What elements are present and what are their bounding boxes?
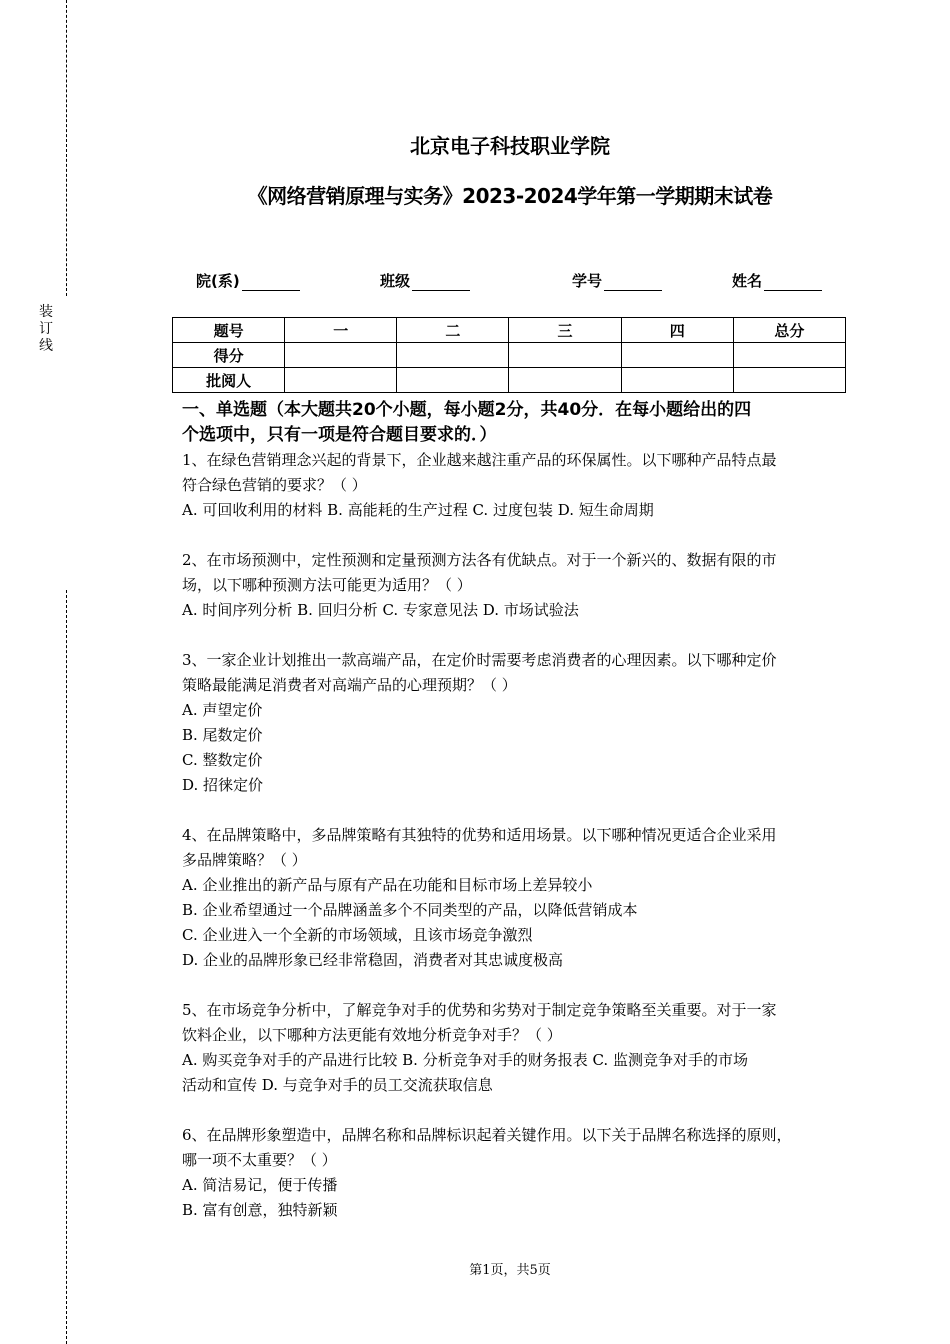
option-d: D. 招徕定价 <box>182 776 264 794</box>
name-label: 姓名 <box>732 272 763 290</box>
question-options: A. 购买竞争对手的产品进行比较 B. 分析竞争对手的财务报表 C. 监测竞争对手的市场 <box>182 1051 748 1069</box>
student-id-blank[interactable] <box>604 274 662 291</box>
question-stem: 1、在绿色营销理念兴起的背景下，企业越来越注重产品的环保属性。以下哪种产品特点最 <box>182 451 777 469</box>
question-stem: 哪一项不太重要？（ ） <box>182 1151 337 1169</box>
college-field[interactable] <box>196 270 300 291</box>
column-header: 三 <box>509 318 621 343</box>
name-field[interactable] <box>732 270 822 291</box>
question-options: A. 可回收利用的材料 B. 高能耗的生产过程 C. 过度包装 D. 短生命周期 <box>182 501 654 519</box>
question-stem: 符合绿色营销的要求？（ ） <box>182 476 367 494</box>
score-cell[interactable] <box>285 343 397 368</box>
grader-row <box>173 368 846 393</box>
binding-char: 线 <box>39 338 53 354</box>
option-c: C. 企业进入一个全新的市场领域，且该市场竞争激烈 <box>182 926 533 944</box>
question-stem: 5、在市场竞争分析中，了解竞争对手的优势和劣势对于制定竞争策略至关重要。对于一家 <box>182 1001 777 1019</box>
class-field[interactable] <box>380 270 470 291</box>
score-table <box>172 317 846 393</box>
option-b: B. 富有创意，独特新颖 <box>182 1201 338 1219</box>
question-stem: 策略最能满足消费者对高端产品的心理预期？（ ） <box>182 676 517 694</box>
score-row <box>173 343 846 368</box>
column-header: 一 <box>285 318 397 343</box>
section-heading: 个选项中，只有一项是符合题目要求的．） <box>182 425 497 445</box>
question-stem: 多品牌策略？（ ） <box>182 851 307 869</box>
score-cell[interactable] <box>621 343 733 368</box>
grader-cell[interactable] <box>397 368 509 393</box>
column-header: 二 <box>397 318 509 343</box>
section-heading: 一、单选题（本大题共20个小题，每小题2分，共40分．在每小题给出的四 <box>182 400 752 420</box>
option-a: A. 声望定价 <box>182 701 263 719</box>
question-3 <box>182 648 842 798</box>
grader-cell[interactable] <box>509 368 621 393</box>
binding-char: 装 <box>39 304 53 320</box>
question-5 <box>182 998 842 1098</box>
question-stem: 场，以下哪种预测方法可能更为适用？（ ） <box>182 576 472 594</box>
grader-cell[interactable] <box>285 368 397 393</box>
question-4 <box>182 823 842 973</box>
exam-content <box>182 398 842 1248</box>
score-cell[interactable] <box>397 343 509 368</box>
binding-label <box>38 304 54 355</box>
student-info-row <box>0 270 950 292</box>
student-id-field[interactable] <box>572 270 662 291</box>
column-header: 总分 <box>733 318 845 343</box>
option-a: A. 简洁易记，便于传播 <box>182 1176 338 1194</box>
question-2 <box>182 548 842 623</box>
row-label-grader: 批阅人 <box>173 368 285 393</box>
score-cell[interactable] <box>733 343 845 368</box>
question-stem: 3、一家企业计划推出一款高端产品，在定价时需要考虑消费者的心理因素。以下哪种定价 <box>182 651 777 669</box>
column-header: 四 <box>621 318 733 343</box>
exam-title: 《网络营销原理与实务》2023-2024学年第一学期期末试卷 <box>247 184 773 208</box>
score-table-header-row <box>173 318 846 343</box>
question-options: 活动和宣传 D. 与竞争对手的员工交流获取信息 <box>182 1076 493 1094</box>
grader-cell[interactable] <box>621 368 733 393</box>
option-b: B. 企业希望通过一个品牌涵盖多个不同类型的产品，以降低营销成本 <box>182 901 638 919</box>
school-title: 北京电子科技职业学院 <box>410 134 610 158</box>
option-c: C. 整数定价 <box>182 751 263 769</box>
student-id-label: 学号 <box>572 272 603 290</box>
binding-dashed-line-bottom <box>66 590 67 1344</box>
page-number: 第1页，共5页 <box>469 1263 551 1278</box>
question-6 <box>182 1123 842 1223</box>
name-blank[interactable] <box>764 274 822 291</box>
college-label: 院(系) <box>196 272 240 290</box>
question-stem: 2、在市场预测中，定性预测和定量预测方法各有优缺点。对于一个新兴的、数据有限的市 <box>182 551 777 569</box>
score-cell[interactable] <box>509 343 621 368</box>
option-b: B. 尾数定价 <box>182 726 263 744</box>
option-a: A. 企业推出的新产品与原有产品在功能和目标市场上差异较小 <box>182 876 593 894</box>
question-stem: 4、在品牌策略中，多品牌策略有其独特的优势和适用场景。以下哪种情况更适合企业采用 <box>182 826 777 844</box>
binding-char: 订 <box>39 321 53 337</box>
question-options: A. 时间序列分析 B. 回归分析 C. 专家意见法 D. 市场试验法 <box>182 601 579 619</box>
question-stem: 饮料企业，以下哪种方法更能有效地分析竞争对手？（ ） <box>182 1026 562 1044</box>
question-1 <box>182 448 842 523</box>
grader-cell[interactable] <box>733 368 845 393</box>
question-stem: 6、在品牌形象塑造中，品牌名称和品牌标识起着关键作用。以下关于品牌名称选择的原则， <box>182 1126 792 1144</box>
row-label-score: 得分 <box>173 343 285 368</box>
row-label-question-no: 题号 <box>173 318 285 343</box>
class-label: 班级 <box>380 272 411 290</box>
college-blank[interactable] <box>242 274 300 291</box>
option-d: D. 企业的品牌形象已经非常稳固，消费者对其忠诚度极高 <box>182 951 564 969</box>
class-blank[interactable] <box>412 274 470 291</box>
